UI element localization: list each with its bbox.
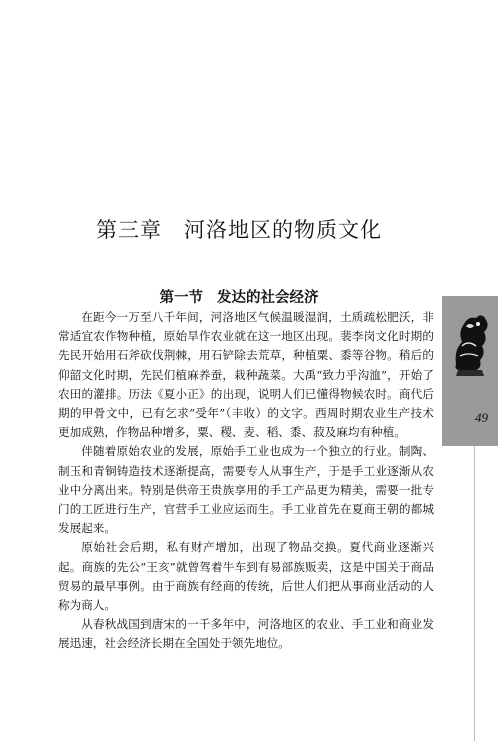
paragraph: 原始社会后期，私有财产增加，出现了物品交换。夏代商业逐渐兴起。商族的先公“王亥”就曾驾着牛车到有易部族贩卖，这是中国关于商品贸易的最早事例。由于商族有经商的传统，后世人们把从事商业活动的人称为商人。 bbox=[58, 540, 434, 613]
chapter-number: 第三章 bbox=[96, 218, 162, 243]
paragraph: 在距今一万至八千年间，河洛地区气候温暖湿润，土质疏松肥沃，非常适宜农作物种植，原始旱作农业就在这一地区出现。裴李岗文化时期的先民开始用石斧砍伐荆棘，用石铲除去荒草，种植粟、黍等谷物。稍后的仰韶文化时期，先民们植麻养蚕，栽种蔬菜。大禹“致力乎沟洫”，开始了农田的灌排。历法《夏小正》的出现，说明人们已懂得物候农时。商代后期的甲骨文中，已有乞求“受年”（丰收）的文字。西周时期农业生产技术更加成熟，作物品种增多，粟、稷、麦、稻、黍、菽及麻均有种植。 bbox=[58, 310, 434, 440]
paragraph: 伴随着原始农业的发展，原始手工业也成为一个独立的行业。制陶、制玉和青铜铸造技术逐渐提高，需要专人从事生产，于是手工业逐渐从农业中分离出来。特别是供帝王贵族享用的手工产品更为精美，需要一批专门的工匠进行生产，官营手工业应运而生。手工业首先在夏商王朝的都城发展起来。 bbox=[58, 444, 434, 536]
side-ornament-panel bbox=[442, 296, 498, 446]
body-text bbox=[58, 308, 434, 654]
section-number: 第一节 bbox=[159, 290, 203, 307]
section-title bbox=[0, 286, 478, 307]
chapter-title bbox=[0, 214, 478, 244]
section-name: 发达的社会经济 bbox=[217, 290, 319, 307]
paragraph: 从春秋战国到唐宋的一千多年中，河洛地区的农业、手工业和商业发展迅速，社会经济长期在全国处于领先地位。 bbox=[58, 617, 434, 651]
chapter-name: 河洛地区的物质文化 bbox=[184, 218, 382, 243]
page-number: 49 bbox=[475, 410, 488, 425]
bronze-beast-ornament-icon bbox=[448, 302, 492, 392]
